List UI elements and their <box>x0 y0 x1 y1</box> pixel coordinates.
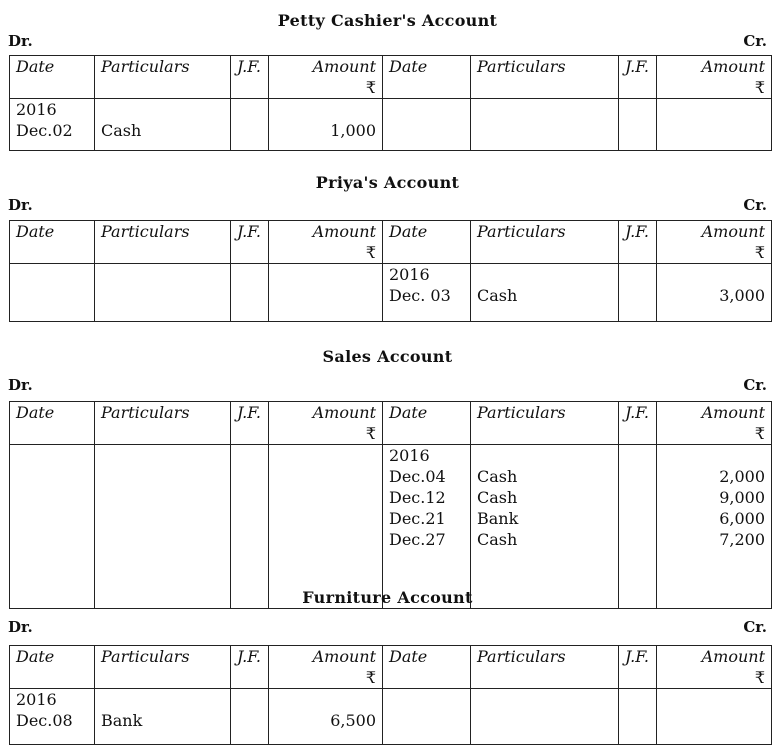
entry-date: 2016 <box>16 690 57 709</box>
credit-date-header: Date <box>383 221 471 264</box>
rupee-icon: ₹ <box>365 78 376 97</box>
debit-particulars-cell <box>95 99 231 151</box>
debit-jf-header: J.F. <box>231 402 269 445</box>
account-title: Sales Account <box>322 347 453 366</box>
entry-amount: 1,000 <box>330 121 376 140</box>
debit-amount-cell <box>269 264 383 322</box>
debit-date-cell <box>10 689 95 745</box>
debit-label: Dr. <box>8 618 33 636</box>
credit-amount-cell <box>657 264 772 322</box>
debit-particulars-header: Particulars <box>95 646 231 689</box>
debit-particulars-header: Particulars <box>95 221 231 264</box>
entry-amount: 9,000 <box>719 488 765 507</box>
rupee-icon: ₹ <box>365 668 376 687</box>
ledger-table <box>9 55 772 151</box>
credit-jf-header: J.F. <box>619 402 657 445</box>
amount-label: Amount <box>312 403 376 422</box>
credit-jf-cell <box>619 689 657 745</box>
debit-particulars-cell <box>95 264 231 322</box>
ledger-table <box>9 220 772 322</box>
rupee-icon: ₹ <box>754 668 765 687</box>
debit-date-cell <box>10 99 95 151</box>
credit-amount-cell <box>657 445 772 609</box>
entry-particulars <box>477 264 612 285</box>
account-title: Petty Cashier's Account <box>277 11 498 30</box>
entry-particulars: Cash <box>477 467 518 486</box>
credit-particulars-cell <box>471 264 619 322</box>
entry-date: Dec.21 <box>389 509 446 528</box>
credit-date-header: Date <box>383 402 471 445</box>
debit-date-header: Date <box>10 646 95 689</box>
credit-date-cell <box>383 689 471 745</box>
rupee-icon: ₹ <box>754 78 765 97</box>
credit-amount-header <box>657 221 772 264</box>
credit-date-cell <box>383 264 471 322</box>
credit-amount-header <box>657 402 772 445</box>
entry-date: Dec.12 <box>389 488 446 507</box>
amount-label: Amount <box>701 403 765 422</box>
debit-particulars-cell <box>95 689 231 745</box>
credit-label: Cr. <box>743 196 767 214</box>
credit-date-cell <box>383 99 471 151</box>
entry-particulars: Bank <box>477 509 519 528</box>
debit-amount-cell <box>269 99 383 151</box>
credit-jf-cell <box>619 445 657 609</box>
entry-particulars <box>101 99 224 120</box>
credit-jf-header: J.F. <box>619 646 657 689</box>
debit-date-cell <box>10 264 95 322</box>
entry-amount <box>663 445 765 466</box>
header-row <box>10 56 772 99</box>
credit-particulars-cell <box>471 445 619 609</box>
debit-jf-header: J.F. <box>231 221 269 264</box>
debit-amount-header <box>269 56 383 99</box>
credit-particulars-cell <box>471 99 619 151</box>
credit-date-cell <box>383 445 471 609</box>
debit-jf-header: J.F. <box>231 56 269 99</box>
entry-amount: 3,000 <box>719 286 765 305</box>
credit-particulars-header: Particulars <box>471 221 619 264</box>
debit-particulars-cell <box>95 445 231 609</box>
account-title: Furniture Account <box>302 588 473 607</box>
amount-label: Amount <box>701 647 765 666</box>
table-row <box>10 99 772 151</box>
entry-particulars <box>477 445 612 466</box>
rupee-icon: ₹ <box>754 243 765 262</box>
debit-jf-cell <box>231 445 269 609</box>
entry-date: Dec.04 <box>389 467 446 486</box>
debit-amount-header <box>269 221 383 264</box>
amount-label: Amount <box>701 57 765 76</box>
entry-amount: 6,500 <box>330 711 376 730</box>
credit-date-header: Date <box>383 646 471 689</box>
entry-date: 2016 <box>389 446 430 465</box>
entry-particulars: Bank <box>101 711 143 730</box>
header-row <box>10 221 772 264</box>
table-row <box>10 689 772 745</box>
credit-particulars-header: Particulars <box>471 56 619 99</box>
ledger-table <box>9 645 772 745</box>
entry-date: 2016 <box>16 100 57 119</box>
entry-date: Dec.08 <box>16 711 73 730</box>
amount-label: Amount <box>312 222 376 241</box>
debit-amount-cell <box>269 689 383 745</box>
debit-date-header: Date <box>10 402 95 445</box>
entry-amount <box>275 99 376 120</box>
debit-date-cell <box>10 445 95 609</box>
credit-label: Cr. <box>743 618 767 636</box>
credit-amount-cell <box>657 99 772 151</box>
debit-amount-header <box>269 402 383 445</box>
header-row <box>10 402 772 445</box>
rupee-icon: ₹ <box>365 243 376 262</box>
entry-date: 2016 <box>389 265 430 284</box>
debit-jf-cell <box>231 99 269 151</box>
ledger-table <box>9 401 772 609</box>
entry-amount: 6,000 <box>719 509 765 528</box>
debit-jf-header: J.F. <box>231 646 269 689</box>
debit-amount-header <box>269 646 383 689</box>
credit-amount-header <box>657 646 772 689</box>
credit-date-header: Date <box>383 56 471 99</box>
debit-label: Dr. <box>8 196 33 214</box>
credit-amount-header <box>657 56 772 99</box>
entry-amount <box>663 264 765 285</box>
debit-label: Dr. <box>8 376 33 394</box>
debit-particulars-header: Particulars <box>95 402 231 445</box>
credit-jf-cell <box>619 264 657 322</box>
entry-date: Dec. 03 <box>389 286 451 305</box>
amount-label: Amount <box>312 647 376 666</box>
entry-particulars: Cash <box>477 530 518 549</box>
table-row <box>10 264 772 322</box>
rupee-icon: ₹ <box>754 424 765 443</box>
table-row <box>10 445 772 609</box>
entry-particulars <box>101 689 224 710</box>
header-row <box>10 646 772 689</box>
entry-date: Dec.02 <box>16 121 73 140</box>
entry-amount: 2,000 <box>719 467 765 486</box>
credit-jf-header: J.F. <box>619 221 657 264</box>
credit-label: Cr. <box>743 376 767 394</box>
amount-label: Amount <box>312 57 376 76</box>
rupee-icon: ₹ <box>365 424 376 443</box>
debit-jf-cell <box>231 264 269 322</box>
credit-label: Cr. <box>743 32 767 50</box>
debit-date-header: Date <box>10 221 95 264</box>
debit-label: Dr. <box>8 32 33 50</box>
debit-particulars-header: Particulars <box>95 56 231 99</box>
entry-amount: 7,200 <box>719 530 765 549</box>
credit-particulars-header: Particulars <box>471 646 619 689</box>
credit-particulars-cell <box>471 689 619 745</box>
credit-amount-cell <box>657 689 772 745</box>
entry-date: Dec.27 <box>389 530 446 549</box>
account-title: Priya's Account <box>315 173 460 192</box>
amount-label: Amount <box>701 222 765 241</box>
credit-jf-cell <box>619 99 657 151</box>
entry-amount <box>275 689 376 710</box>
entry-particulars: Cash <box>477 488 518 507</box>
credit-jf-header: J.F. <box>619 56 657 99</box>
debit-amount-cell <box>269 445 383 609</box>
entry-particulars: Cash <box>477 286 518 305</box>
debit-jf-cell <box>231 689 269 745</box>
entry-particulars: Cash <box>101 121 142 140</box>
debit-date-header: Date <box>10 56 95 99</box>
credit-particulars-header: Particulars <box>471 402 619 445</box>
